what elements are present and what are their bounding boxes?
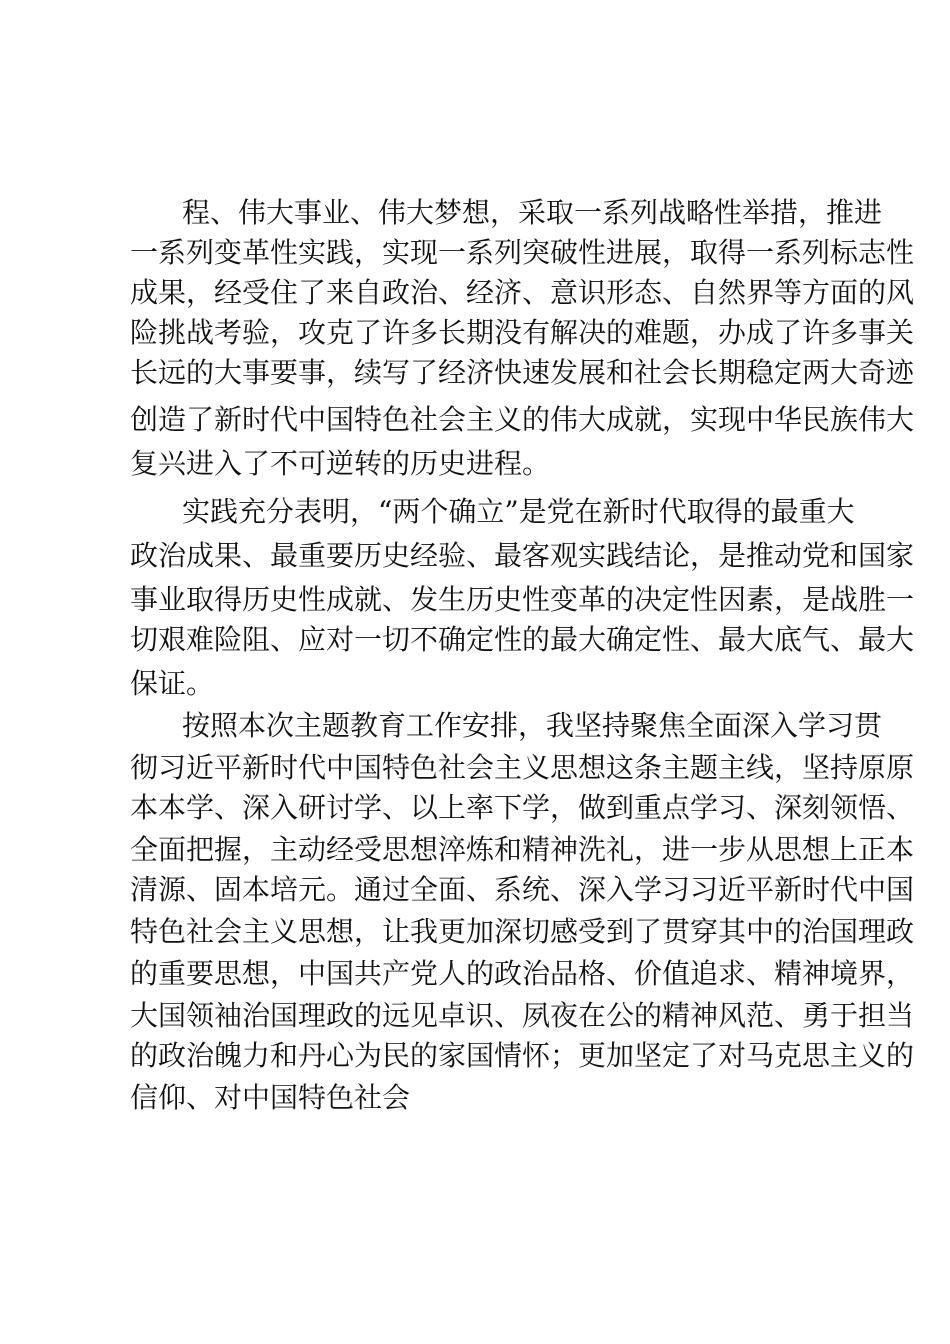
paragraph-1-line-1: 程、伟大事业、伟大梦想，采取一系列战略性举措，推进 (182, 196, 883, 229)
paragraph-1-line-6: 创造了新时代中国特色社会主义的伟大成就，实现中华民族伟大 (130, 403, 915, 436)
paragraph-3-line-9: 的政治魄力和丹心为民的家国情怀；更加坚定了对马克思主义的 (130, 1039, 915, 1072)
paragraph-2-line-3: 事业取得历史性成就、发生历史性变革的决定性因素，是战胜一 (130, 583, 915, 616)
paragraph-3-line-8: 大国领袖治国理政的远见卓识、夙夜在公的精神风范、勇于担当 (130, 999, 915, 1032)
paragraph-1-line-5: 长远的大事要事，续写了经济快速发展和社会长期稳定两大奇迹 (130, 356, 915, 389)
paragraph-2-line-4: 切艰难险阻、应对一切不确定性的最大确定性、最大底气、最大 (130, 623, 915, 656)
paragraph-1-line-4: 险挑战考验，攻克了许多长期没有解决的难题，办成了许多事关 (130, 316, 915, 349)
paragraph-3-line-3: 本本学、深入研讨学、以上率下学，做到重点学习、深刻领悟、 (130, 791, 915, 824)
paragraph-1-line-3: 成果，经受住了来自政治、经济、意识形态、自然界等方面的风 (130, 276, 915, 309)
paragraph-1-line-2: 一系列变革性实践，实现一系列突破性进展，取得一系列标志性 (130, 236, 915, 269)
paragraph-3-line-4: 全面把握，主动经受思想淬炼和精神洗礼，进一步从思想上正本 (130, 833, 915, 866)
paragraph-2-line-2: 政治成果、最重要历史经验、最客观实践结论，是推动党和国家 (130, 539, 915, 572)
paragraph-3-line-6: 特色社会主义思想，让我更加深切感受到了贯穿其中的治国理政 (130, 915, 915, 948)
paragraph-3-line-1: 按照本次主题教育工作安排，我坚持聚焦全面深入学习贯 (182, 709, 883, 742)
paragraph-3-line-5: 清源、固本培元。通过全面、系统、深入学习习近平新时代中国 (130, 873, 915, 906)
paragraph-2-line-1: 实践充分表明，“两个确立”是党在新时代取得的最重大 (182, 495, 855, 528)
paragraph-1-line-7: 复兴进入了不可逆转的历史进程。 (130, 447, 551, 480)
paragraph-3-line-2: 彻习近平新时代中国特色社会主义思想这条主题主线，坚持原原 (130, 751, 915, 784)
paragraph-3-line-7: 的重要思想，中国共产党人的政治品格、价值追求、精神境界， (130, 957, 915, 990)
paragraph-2-line-5: 保证。 (130, 667, 215, 700)
paragraph-3-line-10: 信仰、对中国特色社会 (130, 1081, 411, 1114)
